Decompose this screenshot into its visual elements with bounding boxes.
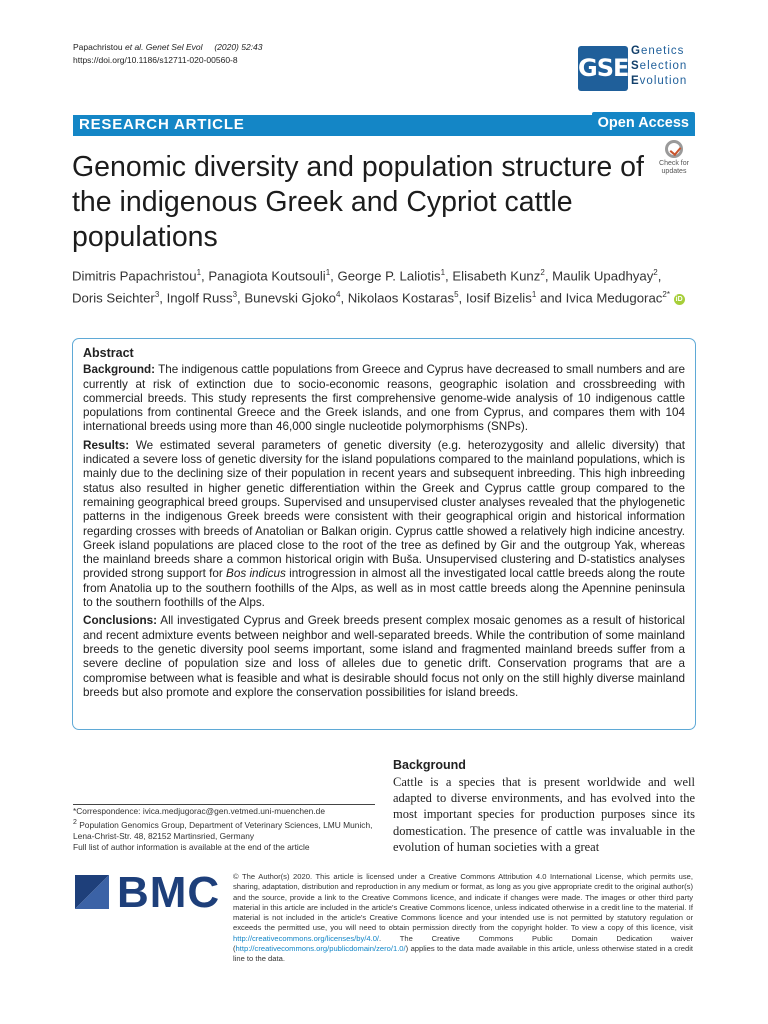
check-updates-icon [665, 140, 683, 158]
bmc-wordmark: BMC [117, 868, 221, 917]
article-type-banner [73, 115, 695, 136]
author-name: Iosif Bizelis [465, 290, 532, 306]
check-for-updates-button[interactable] [654, 140, 694, 178]
doi-link[interactable]: https://doi.org/10.1186/s12711-020-00560-8 [73, 55, 238, 65]
journal-logo [578, 44, 698, 92]
author-name: Elisabeth Kunz [452, 268, 541, 284]
abstract-results: Results: We estimated several parameters of genetic diversity (e.g. heterozygosity and allelic diversity) that indicated a severe loss of genetic diversity for the island populations compared to the mainland populations, which is mainly due to the declining size of their population in recent years and subsequent inbreeding. This high inbreeding status also resulted in higher genetic differentiation within the Greek and Cyprus cattle group compared to the remaining geographical breed groups. Supervised and unsupervised cluster analyses revealed that the phylogenetic patterns in the indigenous Greek breeds were consistent with their geographical origin and historical information regarding crosses with breeds of Anatolian or Balkan origin. Cyprus cattle showed a relatively high indicine ancestry. Greek island populations are placed close to the root of the tree as defined by Gir and the outgroup Yak, whereas the mainland breeds share a common historical origin with Buša. Unsupervised clustering and D-statistics analyses provided strong support for Bos indicus introgression in almost all the investigated local cattle breeds along the route from Anatolia up to the southern foothills of the Alps, as well as in most cattle breeds along the Apennine peninsula to the southern foothills of the Alps. [83, 438, 685, 610]
citation-volume: (2020) 52:43 [214, 42, 263, 52]
author-name: Ingolf Russ [166, 290, 233, 306]
article-header [73, 41, 263, 67]
citation-author: Papachristou [73, 42, 123, 52]
license-statement: © The Author(s) 2020. This article is licensed under a Creative Commons Attribution 4.0 International License, which permits use, sharing, adaptation, distribution and reproduction in any medium or format, as long as you give appropriate credit to the original author(s) and the source, provide a link to the Creative Commons licence, and indicate if changes were made. The images or other third party material in this article are included in the article's Creative Commons licence, unless indicated otherwise in a credit line to the material. If material is not included in the article's Creative Commons licence and your intended use is not permitted by statutory regulation or exceeds the permitted use, you will need to obtain permission directly from the copyright holder. To view a copy of this licence, visit http://creativecommons.org/licenses/by/4.0/. The Creative Commons Public Domain Dedication waiver (http://creativecommons.org/publicdomain/zero/1.0/) applies to the data made available in this article, unless otherwise stated in a credit line to the data. [233, 872, 693, 964]
open-access-badge: Open Access [592, 112, 695, 136]
citation-line [73, 41, 263, 54]
check-updates-label-1: Check for [659, 160, 689, 167]
public-domain-link[interactable]: http://creativecommons.org/publicdomain/zero/1.0/ [235, 944, 406, 954]
abstract-conclusions: Conclusions: All investigated Cyprus and Greek breeds present complex mosaic genomes as a result of historical and recent admixture events between neighbor and well-separated breeds. While the contribution of some mainland breeds to the genetic diversity pool seems important, some island and fragmented mainland breeds suffer from a severe decline of population size and loss of alleles due to genetic drift. Conservation programs that are a compromise between what is feasible and what is desirable should focus not only on the still highly diverse mainland breeds but also promote and explore the conservation possibilities for island breeds. [83, 614, 686, 699]
correspondence-note: *Correspondence: ivica.medjugorac@gen.vetmed.uni-muenchen.de [73, 806, 325, 816]
author-list: Dimitris Papachristou$^1$, Panagiota Koutsouli$^1$, George P. Laliotis$^1$, Elisabeth Kunz$^2$, Maulik Upadhyay$^2$, Doris Seichter$^3$, Ingolf Russ$^3$, Bunevski Gjoko$^4$, Nikolaos Kostaras$^5$, Iosif Bizelis$^1$ and Ivica Medugorac$^{2*}$ iD [72, 268, 683, 306]
orcid-icon[interactable]: iD [675, 295, 683, 303]
footnotes [73, 806, 373, 854]
article-title: Genomic diversity and population structure of the indigenous Greek and Cypriot cattle populations [72, 151, 644, 253]
author-name: Ivica Medugorac [565, 290, 663, 306]
author-info-note: Full list of author information is available at the end of the article [73, 842, 310, 853]
author-name: Nikolaos Kostaras [347, 290, 455, 306]
abstract-background: Background: The indigenous cattle populations from Greece and Cyprus have decreased to small numbers and are currently at risk of extinction due to socio-economic reasons, geographic isolation and crossbreeding with commercial breeds. This study represents the first comprehensive genome-wide analysis of 10 indigenous cattle populations from continental Greece and the Greek islands, and one from Cyprus, and compares them with 104 international breeds using more than 46,000 single nucleotide polymorphisms (SNPs). [83, 363, 686, 434]
abstract-heading: Abstract [83, 346, 134, 360]
bmc-mark-icon [75, 875, 109, 909]
author-name: Doris Seichter [72, 290, 155, 306]
article-type-label: RESEARCH ARTICLE [79, 116, 245, 133]
author-name: Bunevski Gjoko [244, 290, 336, 306]
license-link[interactable]: http://creativecommons.org/licenses/by/4.0/ [233, 933, 380, 943]
journal-name: Genetics Selection Evolution [631, 45, 688, 87]
abstract-box [72, 338, 696, 730]
author-name: Maulik Upadhyay [552, 268, 654, 284]
check-updates-label-2: updates [661, 168, 687, 175]
body-paragraph: Cattle is a species that is present worldwide and well adapted to diverse environments, and has evolved into the most important species for production purposes since its domestication. The presence of cattle was invaluable in the evolution of human societies with a great [393, 775, 695, 854]
affiliation-note: $^2$ Population Genomics Group, Department of Veterinary Sciences, LMU Munich, Lena-Christ-Str. 48, 82152 Martinsried, Germany [73, 819, 373, 842]
author-name: Dimitris Papachristou [72, 268, 197, 284]
citation-journal: et al. Genet Sel Evol [125, 42, 203, 52]
section-heading-background: Background [393, 758, 466, 772]
publisher-logo [75, 868, 225, 917]
author-name: George P. Laliotis [337, 268, 441, 284]
author-name: Panagiota Koutsouli [208, 268, 326, 284]
gse-icon: GSE [578, 46, 628, 91]
footnote-divider [73, 804, 375, 805]
